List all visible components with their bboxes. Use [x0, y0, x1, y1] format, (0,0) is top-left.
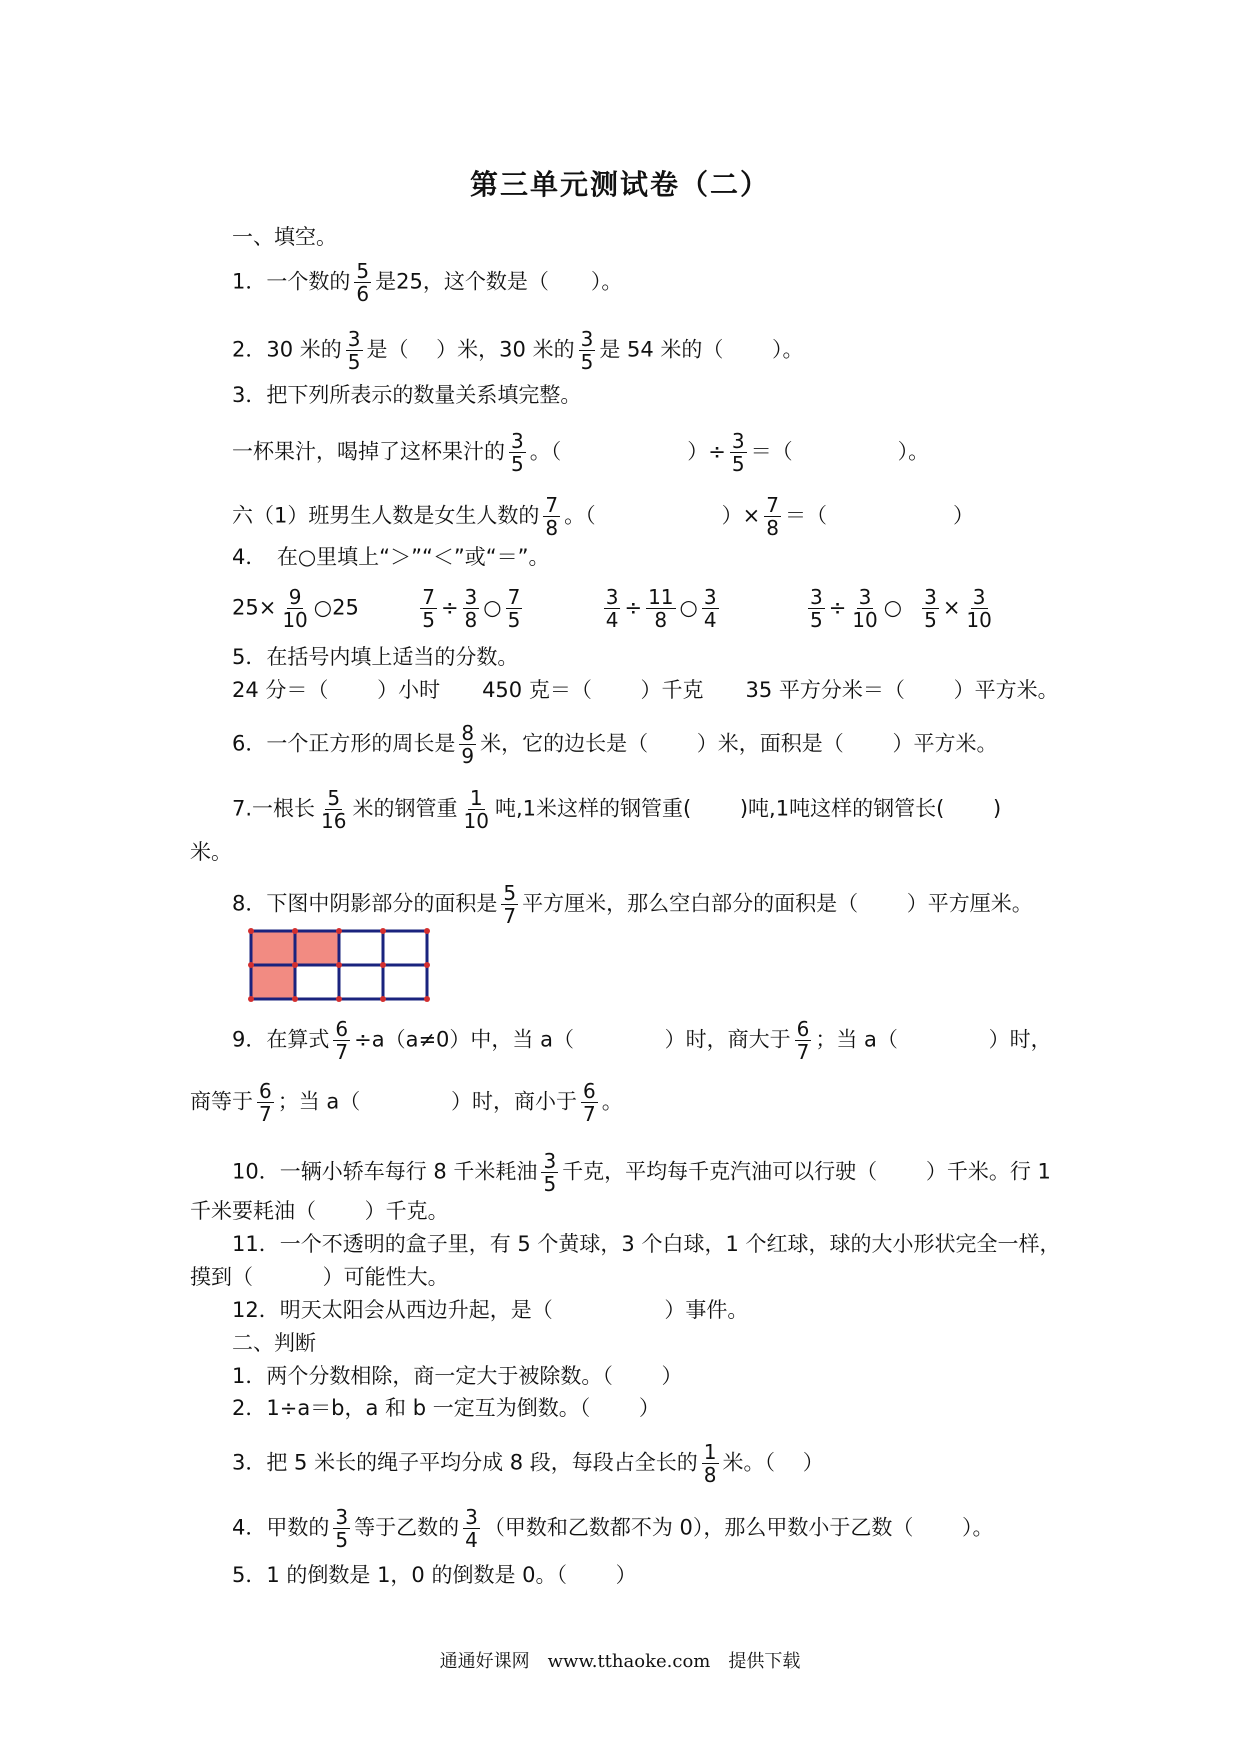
question-3b: 六（1）班男生人数是女生人数的 $\frac{7}{8}$ 。（ ）× $\frac{7}{8}$ ＝（ ） — [232, 493, 974, 540]
question-8: 8．下图中阴影部分的面积是 $\frac{5}{7}$ 平方厘米，那么空白部分的面积是（ ）平方厘米。 — [232, 881, 1033, 928]
fraction: $\frac{3}{5}$ — [580, 327, 594, 374]
blank-cell — [295, 965, 339, 999]
shaded-cell — [251, 965, 295, 999]
grid-vertex — [380, 928, 386, 934]
blank-cell — [339, 965, 383, 999]
question-7: 7.一根长 $\frac{5}{16}$ 米的钢管重 $\frac{1}{10}$ 吨,1米这样的钢管重( )吨,1吨这样的钢管长( ) — [232, 786, 1002, 833]
question-5-row: 24 分＝（ ）小时 450 克＝（ ）千克 35 平方分米＝（ ）平方米。 — [232, 678, 1059, 702]
question-10-cont: 千米要耗油（ ）千克。 — [190, 1199, 449, 1223]
question-3: 3．把下列所表示的数量关系填完整。 — [232, 383, 582, 407]
judge-2: 2．1÷a＝b，a 和 b 一定互为倒数。（ ） — [232, 1396, 660, 1420]
grid-vertex — [292, 928, 298, 934]
grid-vertex — [292, 996, 298, 1002]
blank-cell — [339, 931, 383, 965]
question-9-cont: 商等于 $\frac{6}{7}$ ；当 a（ ）时，商小于 $\frac{6}{7}$ 。 — [190, 1079, 623, 1126]
question-11-cont: 摸到（ ）可能性大。 — [190, 1265, 449, 1289]
footer: 通通好课网 www.tthaoke.com 提供下载 — [439, 1651, 801, 1672]
fraction: $\frac{5}{6}$ — [356, 259, 370, 306]
question-6: 6．一个正方形的周长是 $\frac{8}{9}$ 米，它的边长是（ ）米，面积是（ ）平方米。 — [232, 721, 998, 768]
page-title: 第三单元测试卷（二） — [469, 168, 770, 201]
question-3a: 一杯果汁，喝掉了这杯果汁的 $\frac{3}{5}$ 。（ ）÷ $\frac{3}{5}$ ＝（ ）。 — [232, 429, 930, 476]
grid-vertex — [292, 962, 298, 968]
question-5: 5．在括号内填上适当的分数。 — [232, 645, 519, 669]
question-4: 4． 在○里填上“＞”“＜”或“＝”。 — [232, 545, 550, 569]
grid-vertex — [336, 996, 342, 1002]
grid-vertex — [248, 962, 254, 968]
judge-1: 1．两个分数相除，商一定大于被除数。（ ） — [232, 1364, 683, 1388]
question-12: 12．明天太阳会从西边升起，是（ ）事件。 — [232, 1298, 749, 1322]
grid-vertex — [248, 996, 254, 1002]
section-judge: 二、判断 — [232, 1331, 316, 1355]
grid-vertex — [336, 928, 342, 934]
grid-vertex — [380, 962, 386, 968]
blank-cell — [383, 931, 427, 965]
question-2: 2．30 米的 $\frac{3}{5}$ 是（ ）米，30 米的 $\frac{3}{5}$ 是 54 米的（ ）。 — [232, 327, 804, 374]
shaded-cell — [295, 931, 339, 965]
shaded-cell — [251, 931, 295, 965]
question-1: 1．一个数的 $\frac{5}{6}$ 是25，这个数是（ ）。 — [232, 259, 623, 306]
grid-vertex — [248, 928, 254, 934]
section-fill-in: 一、填空。 — [232, 225, 337, 249]
grid-vertex — [424, 996, 430, 1002]
question-9: 9．在算式 $\frac{6}{7}$ ÷a（a≠0）中，当 a（ ）时，商大于 $\frac{6}{7}$ ；当 a（ ）时， — [232, 1017, 1052, 1064]
question-4-row: 25× $\frac{9}{10}$ ○25 $\frac{7}{5}$ ÷ $\frac{3}{8}$ ○ $\frac{7}{5}$ $\frac{3}{4}$ ÷ $\frac{11}{8}$ ○ $\frac{3}{4}$ $\frac{3}{5}$ ÷ $\frac{3}{10}$ ○ $\frac{3}{5}$ × $\frac{3}{10}$ — [232, 585, 992, 632]
grid-vertex — [424, 962, 430, 968]
fraction: $\frac{3}{5}$ — [347, 327, 361, 374]
judge-5: 5．1 的倒数是 1，0 的倒数是 0。（ ） — [232, 1563, 637, 1587]
question-11: 11．一个不透明的盒子里，有 5 个黄球，3 个白球，1 个红球，球的大小形状完全一样， — [232, 1232, 1061, 1256]
question-10: 10．一辆小轿车每行 8 千米耗油 $\frac{3}{5}$ 千克，平均每千克汽油可以行驶（ ）千米。行 1 — [232, 1149, 1051, 1196]
grid-figure — [245, 925, 445, 1011]
judge-4: 4．甲数的 $\frac{3}{5}$ 等于乙数的 $\frac{3}{4}$ （甲数和乙数都不为 0），那么甲数小于乙数（ ）。 — [232, 1505, 994, 1552]
grid-vertex — [336, 962, 342, 968]
blank-cell — [383, 965, 427, 999]
judge-3: 3．把 5 米长的绳子平均分成 8 段，每段占全长的 $\frac{1}{8}$ 米。（ ） — [232, 1440, 824, 1487]
grid-vertex — [424, 928, 430, 934]
question-7-cont: 米。 — [190, 840, 232, 864]
grid-vertex — [380, 996, 386, 1002]
